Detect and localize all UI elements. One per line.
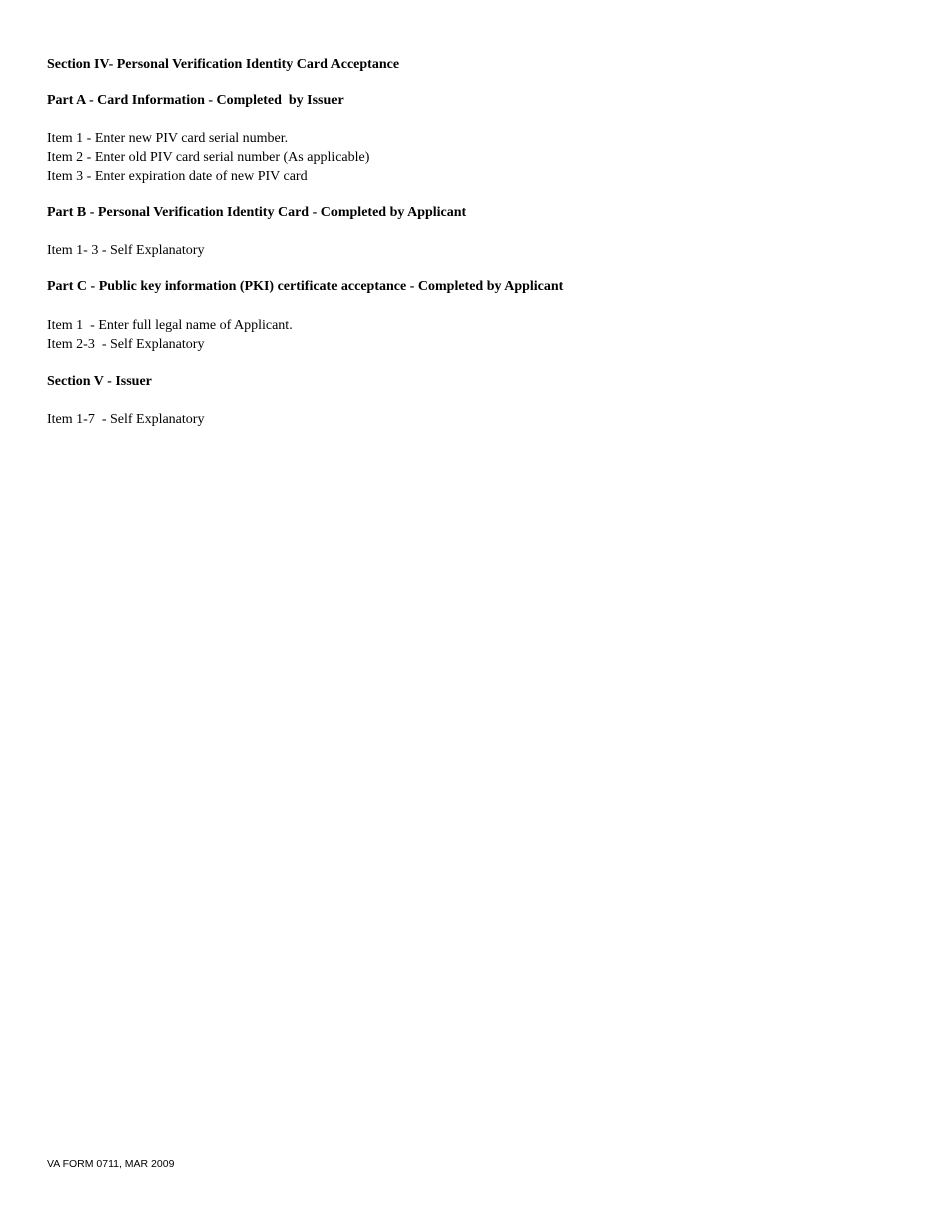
instructions-body [47,56,907,429]
section-v-heading: Section V - Issuer [47,374,152,389]
part-a-item-3: Item 3 - Enter expiration date of new PIV card [47,169,308,184]
part-a-heading: Part A - Card Information - Completed by Issuer [47,93,344,108]
part-a-item-2: Item 2 - Enter old PIV card serial number (As applicable) [47,150,370,165]
part-c-heading: Part C - Public key information (PKI) certificate acceptance - Completed by Applicant [47,279,564,294]
section-iv-heading: Section IV- Personal Verification Identity Card Acceptance [47,57,400,72]
part-b-items [47,241,907,260]
part-a-items [47,129,907,186]
part-c-item-1: Item 1 - Enter full legal name of Applicant. [47,318,293,333]
part-c-item-2: Item 2-3 - Self Explanatory [47,337,205,352]
part-b-item-1: Item 1- 3 - Self Explanatory [47,243,205,258]
section-v-item-1: Item 1-7 - Self Explanatory [47,412,205,427]
part-a-item-1: Item 1 - Enter new PIV card serial number. [47,131,289,146]
part-b-heading: Part B - Personal Verification Identity Card - Completed by Applicant [47,205,467,220]
section-v-items [47,410,907,429]
form-id-footer: VA FORM 0711, MAR 2009 [47,1158,175,1170]
part-c-items [47,316,907,354]
